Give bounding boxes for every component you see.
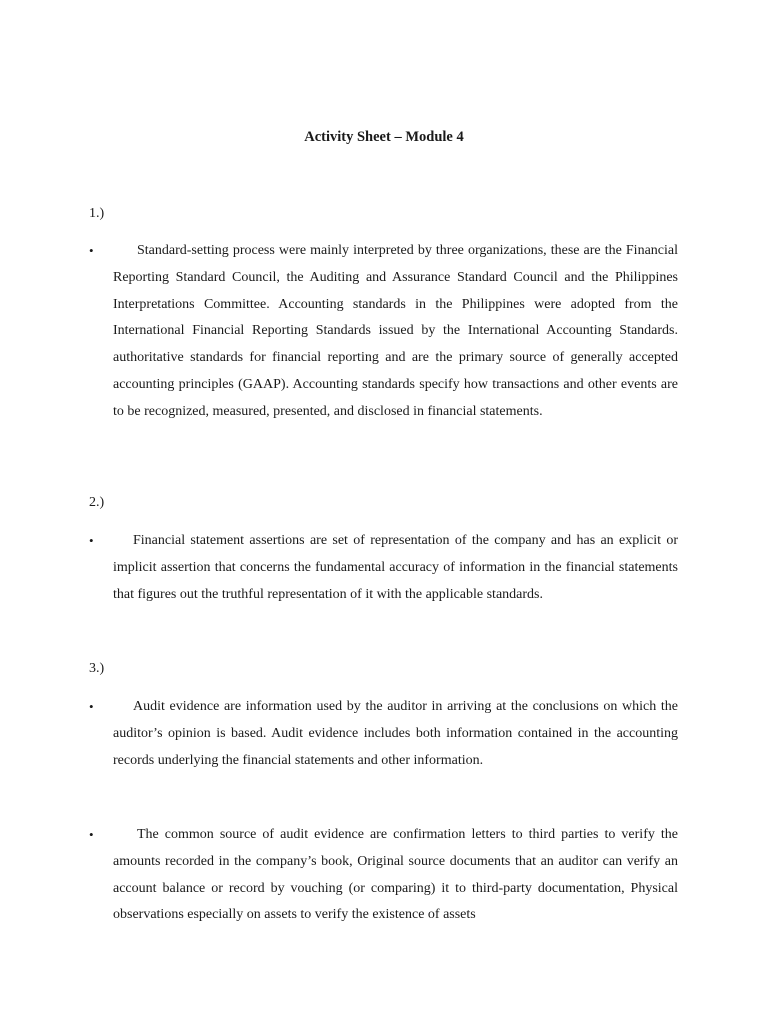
paragraph-text: Financial statement assertions are set of representation of the company and has an explicit or implicit assertion that concerns the fundamental accuracy of information in the financial statements that figures out the truthful representation of it with the applicable standards. [113,533,678,602]
bullet-icon: • [89,243,94,258]
list-item [89,822,678,929]
section-number-1: 1.) [89,206,105,221]
list-item [89,528,678,608]
section-number-3: 3.) [89,661,105,676]
list-item [89,238,678,426]
section-number-2: 2.) [89,495,105,510]
paragraph-text: Standard-setting process were mainly interpreted by three organizations, these are the Financial Reporting Standard Council, the Auditing and Assurance Standard Council and the Philippines Interpretations Committee. Accounting standards in the Philippines were adopted from the International Financial Reporting Standards issued by the International Accounting Standards. authoritative standards for financial reporting and are the primary source of generally accepted accounting principles (GAAP). Accounting standards specify how transactions and other events are to be recognized, measured, presented, and disclosed in financial statements. [113,243,678,419]
bullet-icon: • [89,827,94,842]
page-title: Activity Sheet – Module 4 [304,129,464,145]
bullet-icon: • [89,699,94,714]
list-item [89,694,678,774]
paragraph-text: Audit evidence are information used by the auditor in arriving at the conclusions on which the auditor’s opinion is based. Audit evidence includes both information contained in the accounting records underlying the financial statements and other information. [113,699,678,768]
paragraph-text: The common source of audit evidence are confirmation letters to third parties to verify the amounts recorded in the company’s book, Original source documents that an auditor can verify an account balance or record by vouching (or comparing) it to third-party documentation, Physical observations especially on assets to verify the existence of assets [113,827,678,923]
bullet-icon: • [89,533,94,548]
